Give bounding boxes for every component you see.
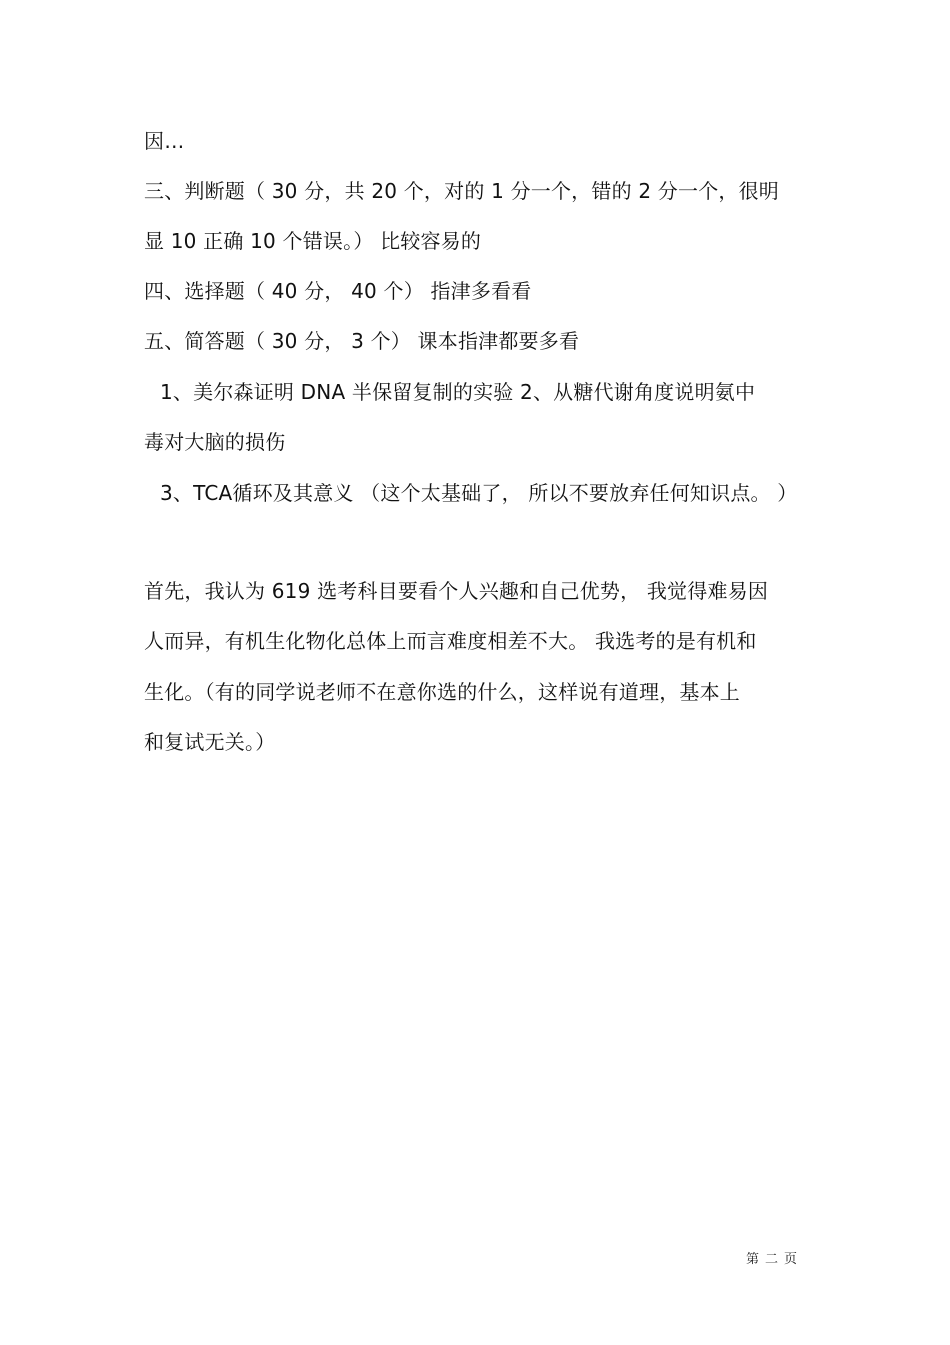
text-line: 生化。（有的同学说老师不在意你选的什么，这样说有道理，基本上 <box>144 680 740 704</box>
text-line: 3、TCA循环及其意义 （这个太基础了， 所以不要放弃任何知识点。 ） <box>160 481 798 505</box>
text-line: 毒对大脑的损伤 <box>144 430 286 454</box>
page-number: 第二页 <box>746 1252 804 1267</box>
text-line: 三、判断题（ 30 分，共 20 个，对的 1 分一个，错的 2 分一个，很明 <box>144 179 780 203</box>
text-line: 人而异，有机生化物化总体上而言难度相差不大。 我选考的是有机和 <box>144 629 757 653</box>
text-line: 五、简答题（ 30 分， 3 个） 课本指津都要多看 <box>144 329 580 353</box>
text-line: 1、美尔森证明 DNA 半保留复制的实验 2、从糖代谢角度说明氨中 <box>160 380 756 404</box>
text-line: 和复试无关。） <box>144 730 276 754</box>
text-line: 显 10 正确 10 个错误。） 比较容易的 <box>144 229 482 253</box>
text-line: 首先，我认为 619 选考科目要看个人兴趣和自己优势， 我觉得难易因 <box>144 579 769 603</box>
text-line: 因… <box>144 129 185 153</box>
text-line: 四、选择题（ 40 分， 40 个） 指津多看看 <box>144 279 532 303</box>
